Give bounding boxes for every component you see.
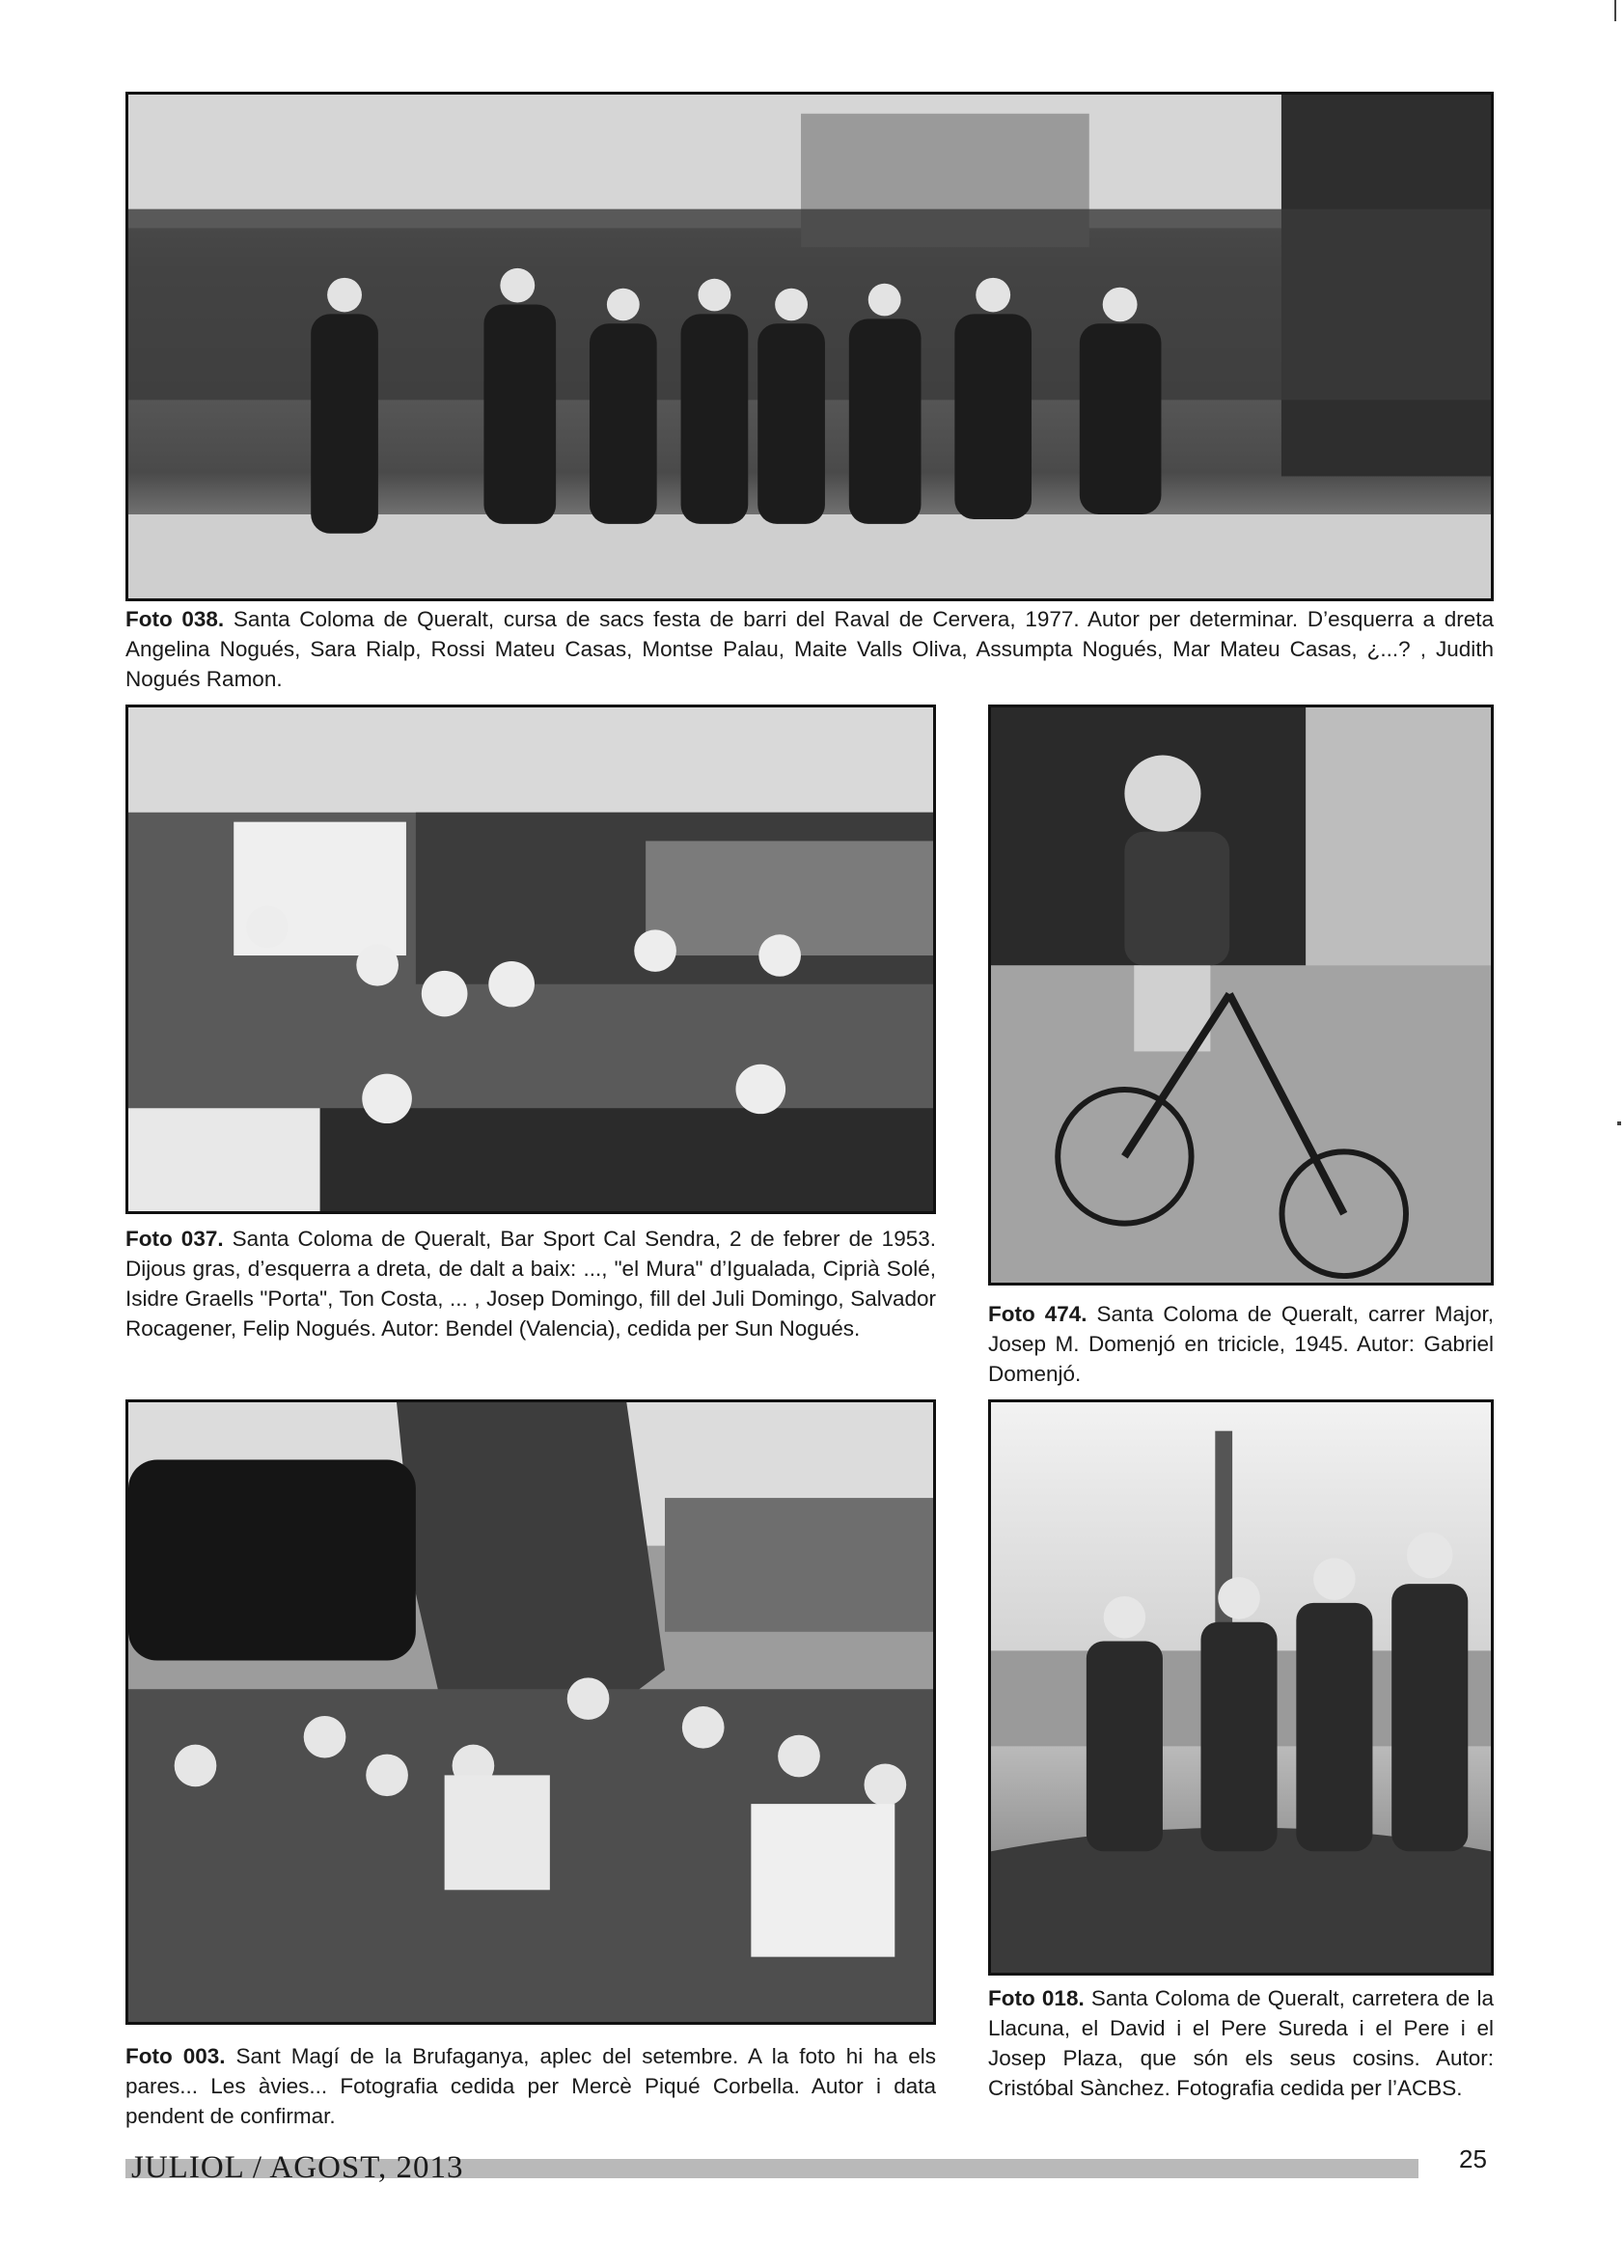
photo-038 xyxy=(125,92,1494,601)
photo-003-image xyxy=(128,1402,933,2022)
caption-018-text: Santa Coloma de Queralt, carretera de la Llacuna, el David i el Pere Sureda i el Pere i el Josep Plaza, que són els seus cosins. Autor: Cristóbal Sànchez. Fotografia cedida per l’ACBS. xyxy=(988,1986,1494,2100)
edge-mark-top xyxy=(1614,0,1616,21)
caption-018 xyxy=(988,1983,1494,2103)
caption-038-label: Foto 038. xyxy=(125,607,234,631)
caption-474 xyxy=(988,1299,1494,1389)
photo-474-image xyxy=(991,707,1491,1283)
caption-003 xyxy=(125,2041,936,2131)
page-number: 25 xyxy=(1459,2144,1487,2173)
edge-mark-middle xyxy=(1617,1121,1621,1125)
photo-018-image xyxy=(991,1402,1491,1973)
photo-474 xyxy=(988,705,1494,1286)
caption-018-label: Foto 018. xyxy=(988,1986,1091,2010)
photo-037 xyxy=(125,705,936,1214)
caption-038-text: Santa Coloma de Queralt, cursa de sacs festa de barri del Raval de Cervera, 1977. Autor per determinar. D’esquerra a dreta Angelina Nogués, Sara Rialp, Rossi Mateu Casas, Montse Palau, Maite Valls Oliva, Assumpta Nogués, Mar Mateu Casas, ¿...? , Judith Nogués Ramon. xyxy=(125,607,1494,691)
photo-037-image xyxy=(128,707,933,1211)
caption-474-label: Foto 474. xyxy=(988,1302,1097,1326)
caption-003-label: Foto 003. xyxy=(125,2044,236,2068)
caption-037-text: Santa Coloma de Queralt, Bar Sport Cal Sendra, 2 de febrer de 1953. Dijous gras, d’esquerra a dreta, de dalt a baix: ..., "el Mura" d’Igualada, Ciprià Solé, Isidre Graells "Porta", Ton Costa, ... , Josep Domingo, fill del Juli Domingo, Salvador Rocagener, Felip Nogués. Autor: Bendel (Valencia), cedida per Sun Nogués. xyxy=(125,1227,936,1341)
photo-018 xyxy=(988,1399,1494,1976)
photo-003 xyxy=(125,1399,936,2025)
caption-003-text: Sant Magí de la Brufaganya, aplec del setembre. A la foto hi ha els pares... Les àvies... Fotografia cedida per Mercè Piqué Corbella. Autor i data pendent de confirmar. xyxy=(125,2044,936,2128)
caption-037 xyxy=(125,1224,936,1343)
photo-038-image xyxy=(128,95,1491,598)
caption-474-text: Santa Coloma de Queralt, carrer Major, Josep M. Domenjó en tricicle, 1945. Autor: Gabriel Domenjó. xyxy=(988,1302,1494,1386)
footer-issue: JULIOL / AGOST, 2013 xyxy=(131,2150,464,2185)
caption-037-label: Foto 037. xyxy=(125,1227,233,1251)
caption-038 xyxy=(125,604,1494,694)
